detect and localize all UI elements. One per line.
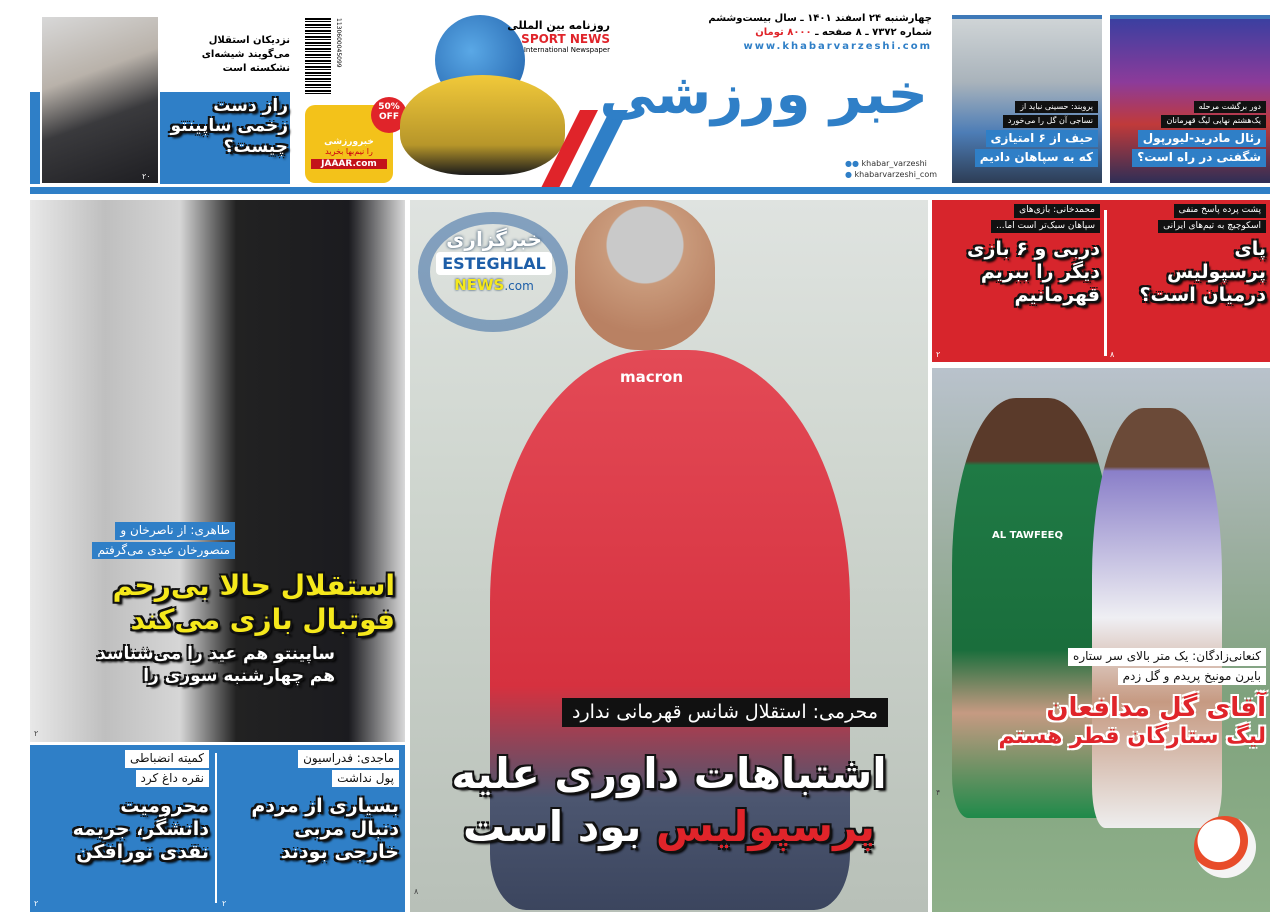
subscription-ad: 50% OFF خبرورزشی را نیم‌بها بخرید JAAAR.com — [305, 105, 393, 183]
left-story-headline: استقلال حالا بی‌رحم فوتبال بازی می‌کند — [112, 569, 395, 636]
header — [0, 0, 1280, 196]
blue-box: ماجدی: فدراسیون پول نداشت بسیاری از مردم دنبال مربی خارجی بودند ۲ کمیته انضباطی نقره داغ کرد محرومیت دانشگر، جریمه نقدی نورافکن ۲ — [30, 745, 405, 912]
red-box: پشت پرده پاسخ منفی اسکوچیچ به تیم‌های ایرانی پای پرسپولیس درمیان است؟ ۸ محمدخانی: بازی‌های سپاهان سبک‌تر است اما... دربی و ۶ بازی دیگر را ببریم قهرمانیم ۲ — [932, 200, 1270, 362]
main-story-kicker: محرمی: استقلال شانس قهرمانی ندارد — [562, 698, 888, 727]
player-purple — [1092, 408, 1222, 828]
blue-box-story-2: کمیته انضباطی نقره داغ کرد محرومیت دانشگر، جریمه نقدی نورافکن — [72, 751, 209, 863]
player-green — [952, 398, 1112, 818]
left-story-photo: طاهری: از ناصرخان و منصورخان عیدی می‌گرفتم استقلال حالا بی‌رحم فوتبال بازی می‌کند ساپینتو هم عید را می‌شناسد هم چهارشنبه سوری را ۲ — [30, 200, 405, 742]
jersey-text: AL TAWFEEQ — [992, 530, 1063, 541]
red-box-story-1: پشت پرده پاسخ منفی اسکوچیچ به تیم‌های ایرانی پای پرسپولیس درمیان است؟ — [1139, 205, 1266, 306]
barcode — [305, 18, 331, 96]
main-story-headline: اشتباهات داوری علیه پرسپولیس بود است — [451, 749, 887, 851]
instagram-icon: ●● — [845, 159, 859, 168]
main-story-photo: macron خبرگزاری ESTEGHLAL NEWS.com محرمی: استقلال شانس قهرمانی ندارد اشتباهات داوری علیه پرسپولیس بود است ۸ — [410, 200, 928, 912]
thumb-story-2: پروبند: حسینی نباید از نساجی آن گل را می‌خورد حیف از ۶ امتیازی که به سپاهان دادیم — [952, 15, 1102, 183]
top-left-kicker: نزدیکان استقلال می‌گویند شیشه‌ای نشکسته است — [201, 35, 290, 74]
blue-box-story-1: ماجدی: فدراسیون پول نداشت بسیاری از مردم دنبال مربی خارجی بودند — [251, 751, 399, 863]
right-story-photo: AL TAWFEEQ کنعانی‌زادگان: یک متر بالای سر ستاره بایرن مونیخ پریدم و گل زدم آقای گل مدافعان لیگ ستارگان قطر هستم ۴ — [932, 368, 1270, 912]
website-link[interactable]: www.khabarvarzeshi.com — [743, 41, 932, 52]
right-story-headline: آقای گل مدافعان لیگ ستارگان قطر هستم — [998, 693, 1266, 750]
red-box-story-2: محمدخانی: بازی‌های سپاهان سبک‌تر است اما... دربی و ۶ بازی دیگر را ببریم قهرمانیم — [967, 205, 1100, 306]
social-handles: ●● khabar_varzeshi ● khabarvarzeshi_com — [845, 159, 937, 180]
header-divider — [30, 187, 1270, 194]
top-left-headline: راز دست زخمی ساپینتو چیست؟ — [170, 96, 288, 157]
barcode-number: 1130600045099 — [335, 18, 342, 68]
thumb-story-1: دور برگشت مرحله یک‌هشتم نهایی لیگ قهرمانان رئال مادرید-لیورپول شگفتی در راه است؟ — [1110, 15, 1270, 183]
discount-badge: 50% OFF — [371, 97, 407, 133]
watermark: خبرگزاری ESTEGHLAL NEWS.com — [424, 226, 564, 294]
left-story-sub: ساپینتو هم عید را می‌شناسد هم چهارشنبه سوری را — [96, 644, 335, 686]
sport-news-label: روزنامه بین المللی SPORT NEWS International Newspaper — [507, 19, 610, 55]
date-block: چهارشنبه ۲۴ اسفند ۱۴۰۱ ـ سال بیست‌وششم شماره ۷۳۷۲ ـ ۸ صفحه ـ ۸۰۰۰ تومان www.khabarvarzeshi.com — [708, 13, 932, 52]
telegram-icon: ● — [845, 170, 852, 180]
football — [1194, 816, 1256, 878]
player-head — [575, 200, 715, 350]
page-ref: ۲۰ — [142, 172, 151, 181]
logo-text: خبر ورزشی — [599, 62, 928, 127]
jersey-brand: macron — [620, 368, 684, 386]
